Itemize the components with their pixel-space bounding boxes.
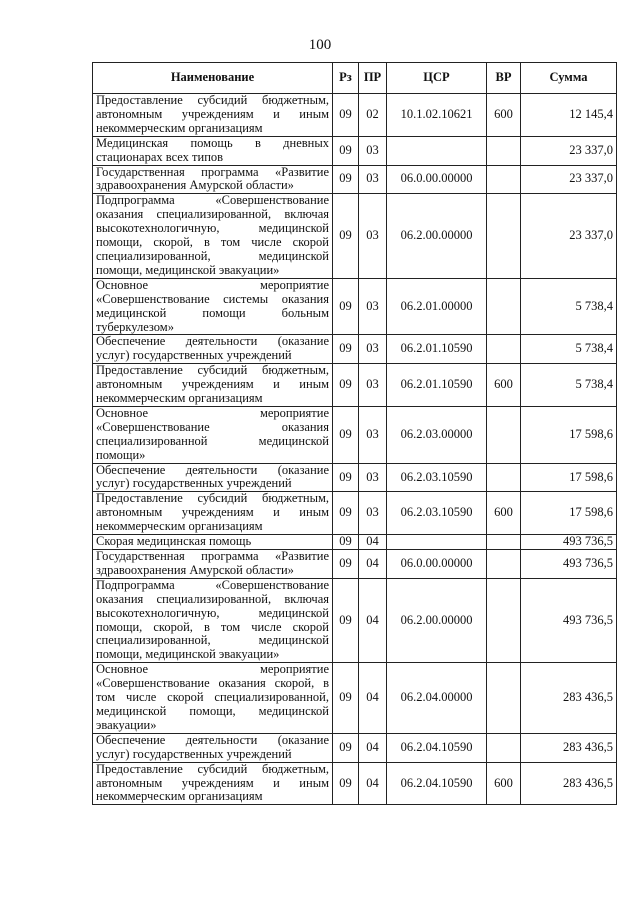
cell-pr: 04 bbox=[359, 733, 387, 762]
cell-csr: 06.2.01.10590 bbox=[387, 335, 487, 364]
table-row bbox=[93, 406, 617, 463]
cell-pr: 04 bbox=[359, 550, 387, 579]
cell-vr bbox=[487, 194, 521, 278]
cell-rz: 09 bbox=[333, 492, 359, 535]
table-row bbox=[93, 663, 617, 734]
cell-rz: 09 bbox=[333, 94, 359, 137]
table-row bbox=[93, 463, 617, 492]
header-rz: Рз bbox=[333, 63, 359, 94]
table-row bbox=[93, 550, 617, 579]
cell-csr: 06.2.04.00000 bbox=[387, 663, 487, 734]
table-row bbox=[93, 733, 617, 762]
cell-csr: 06.2.03.10590 bbox=[387, 463, 487, 492]
cell-pr: 03 bbox=[359, 463, 387, 492]
cell-pr: 03 bbox=[359, 364, 387, 407]
header-name: Наименование bbox=[93, 63, 333, 94]
cell-csr: 10.1.02.10621 bbox=[387, 94, 487, 137]
cell-rz: 09 bbox=[333, 364, 359, 407]
table-row bbox=[93, 578, 617, 662]
cell-sum: 493 736,5 bbox=[521, 535, 617, 550]
page-number: 100 bbox=[308, 37, 332, 53]
cell-name: Основное мероприятие «Совершенствование системы оказания медицинской помощи больным туберкулезом» bbox=[93, 278, 333, 335]
cell-name: Основное мероприятие «Совершенствование оказания специализированной медицинской помощи» bbox=[93, 406, 333, 463]
cell-sum: 283 436,5 bbox=[521, 762, 617, 805]
cell-vr: 600 bbox=[487, 492, 521, 535]
cell-name: Обеспечение деятельности (оказание услуг) государственных учреждений bbox=[93, 335, 333, 364]
cell-vr: 600 bbox=[487, 364, 521, 407]
cell-name: Подпрограмма «Совершенствование оказания специализированной, включая высокотехнологичную, медицинской помощи, скорой, в том числе скорой специализированной, медицинской помощи, медицинской эвакуации» bbox=[93, 194, 333, 278]
cell-sum: 5 738,4 bbox=[521, 335, 617, 364]
cell-name: Обеспечение деятельности (оказание услуг) государственных учреждений bbox=[93, 733, 333, 762]
cell-csr: 06.0.00.00000 bbox=[387, 165, 487, 194]
cell-csr: 06.2.03.10590 bbox=[387, 492, 487, 535]
cell-rz: 09 bbox=[333, 335, 359, 364]
cell-pr: 03 bbox=[359, 492, 387, 535]
cell-pr: 03 bbox=[359, 136, 387, 165]
table-row bbox=[93, 535, 617, 550]
cell-csr bbox=[387, 535, 487, 550]
header-sum: Сумма bbox=[521, 63, 617, 94]
cell-name: Основное мероприятие «Совершенствование оказания скорой, в том числе скорой специализированной, медицинской помощи, медицинской эвакуации» bbox=[93, 663, 333, 734]
cell-pr: 03 bbox=[359, 165, 387, 194]
cell-vr bbox=[487, 663, 521, 734]
table-row bbox=[93, 492, 617, 535]
cell-sum: 283 436,5 bbox=[521, 733, 617, 762]
table-row bbox=[93, 194, 617, 278]
cell-csr: 06.2.01.10590 bbox=[387, 364, 487, 407]
table-row bbox=[93, 335, 617, 364]
cell-name: Предоставление субсидий бюджетным, автономным учреждениям и иным некоммерческим организациям bbox=[93, 94, 333, 137]
cell-vr bbox=[487, 136, 521, 165]
cell-sum: 5 738,4 bbox=[521, 278, 617, 335]
cell-rz: 09 bbox=[333, 463, 359, 492]
cell-vr bbox=[487, 550, 521, 579]
table-row bbox=[93, 136, 617, 165]
cell-pr: 04 bbox=[359, 663, 387, 734]
cell-vr: 600 bbox=[487, 762, 521, 805]
cell-pr: 03 bbox=[359, 335, 387, 364]
budget-table bbox=[92, 62, 617, 805]
cell-sum: 23 337,0 bbox=[521, 165, 617, 194]
cell-pr: 04 bbox=[359, 578, 387, 662]
cell-name: Скорая медицинская помощь bbox=[93, 535, 333, 550]
table-row bbox=[93, 165, 617, 194]
cell-name: Государственная программа «Развитие здравоохранения Амурской области» bbox=[93, 550, 333, 579]
cell-pr: 03 bbox=[359, 278, 387, 335]
cell-sum: 17 598,6 bbox=[521, 492, 617, 535]
cell-vr bbox=[487, 406, 521, 463]
cell-rz: 09 bbox=[333, 535, 359, 550]
cell-pr: 04 bbox=[359, 535, 387, 550]
cell-rz: 09 bbox=[333, 578, 359, 662]
cell-csr: 06.2.00.00000 bbox=[387, 578, 487, 662]
cell-sum: 493 736,5 bbox=[521, 578, 617, 662]
cell-pr: 04 bbox=[359, 762, 387, 805]
cell-pr: 02 bbox=[359, 94, 387, 137]
cell-name: Обеспечение деятельности (оказание услуг) государственных учреждений bbox=[93, 463, 333, 492]
cell-vr bbox=[487, 578, 521, 662]
header-csr: ЦСР bbox=[387, 63, 487, 94]
cell-sum: 23 337,0 bbox=[521, 194, 617, 278]
header-vr: ВР bbox=[487, 63, 521, 94]
cell-name: Предоставление субсидий бюджетным, автономным учреждениям и иным некоммерческим организациям bbox=[93, 762, 333, 805]
cell-sum: 23 337,0 bbox=[521, 136, 617, 165]
cell-vr bbox=[487, 535, 521, 550]
cell-csr bbox=[387, 136, 487, 165]
cell-pr: 03 bbox=[359, 194, 387, 278]
cell-sum: 493 736,5 bbox=[521, 550, 617, 579]
cell-sum: 5 738,4 bbox=[521, 364, 617, 407]
cell-csr: 06.2.03.00000 bbox=[387, 406, 487, 463]
cell-name: Государственная программа «Развитие здравоохранения Амурской области» bbox=[93, 165, 333, 194]
cell-sum: 17 598,6 bbox=[521, 463, 617, 492]
cell-csr: 06.0.00.00000 bbox=[387, 550, 487, 579]
cell-vr bbox=[487, 278, 521, 335]
cell-vr bbox=[487, 335, 521, 364]
table-row bbox=[93, 278, 617, 335]
cell-sum: 12 145,4 bbox=[521, 94, 617, 137]
cell-sum: 17 598,6 bbox=[521, 406, 617, 463]
table-row bbox=[93, 94, 617, 137]
cell-vr bbox=[487, 463, 521, 492]
cell-csr: 06.2.04.10590 bbox=[387, 762, 487, 805]
cell-vr bbox=[487, 733, 521, 762]
cell-pr: 03 bbox=[359, 406, 387, 463]
table-row bbox=[93, 762, 617, 805]
cell-vr: 600 bbox=[487, 94, 521, 137]
cell-rz: 09 bbox=[333, 406, 359, 463]
table-header-row bbox=[93, 63, 617, 94]
table-row bbox=[93, 364, 617, 407]
cell-name: Подпрограмма «Совершенствование оказания специализированной, включая высокотехнологичную, медицинской помощи, скорой, в том числе скорой специализированной, медицинской помощи, медицинской эвакуации» bbox=[93, 578, 333, 662]
header-pr: ПР bbox=[359, 63, 387, 94]
cell-name: Предоставление субсидий бюджетным, автономным учреждениям и иным некоммерческим организациям bbox=[93, 364, 333, 407]
cell-name: Медицинская помощь в дневных стационарах всех типов bbox=[93, 136, 333, 165]
cell-rz: 09 bbox=[333, 278, 359, 335]
cell-rz: 09 bbox=[333, 550, 359, 579]
cell-rz: 09 bbox=[333, 663, 359, 734]
cell-rz: 09 bbox=[333, 165, 359, 194]
cell-name: Предоставление субсидий бюджетным, автономным учреждениям и иным некоммерческим организациям bbox=[93, 492, 333, 535]
cell-sum: 283 436,5 bbox=[521, 663, 617, 734]
cell-csr: 06.2.01.00000 bbox=[387, 278, 487, 335]
cell-rz: 09 bbox=[333, 733, 359, 762]
table-body bbox=[93, 94, 617, 805]
cell-csr: 06.2.00.00000 bbox=[387, 194, 487, 278]
cell-vr bbox=[487, 165, 521, 194]
cell-rz: 09 bbox=[333, 762, 359, 805]
cell-csr: 06.2.04.10590 bbox=[387, 733, 487, 762]
cell-rz: 09 bbox=[333, 194, 359, 278]
cell-rz: 09 bbox=[333, 136, 359, 165]
